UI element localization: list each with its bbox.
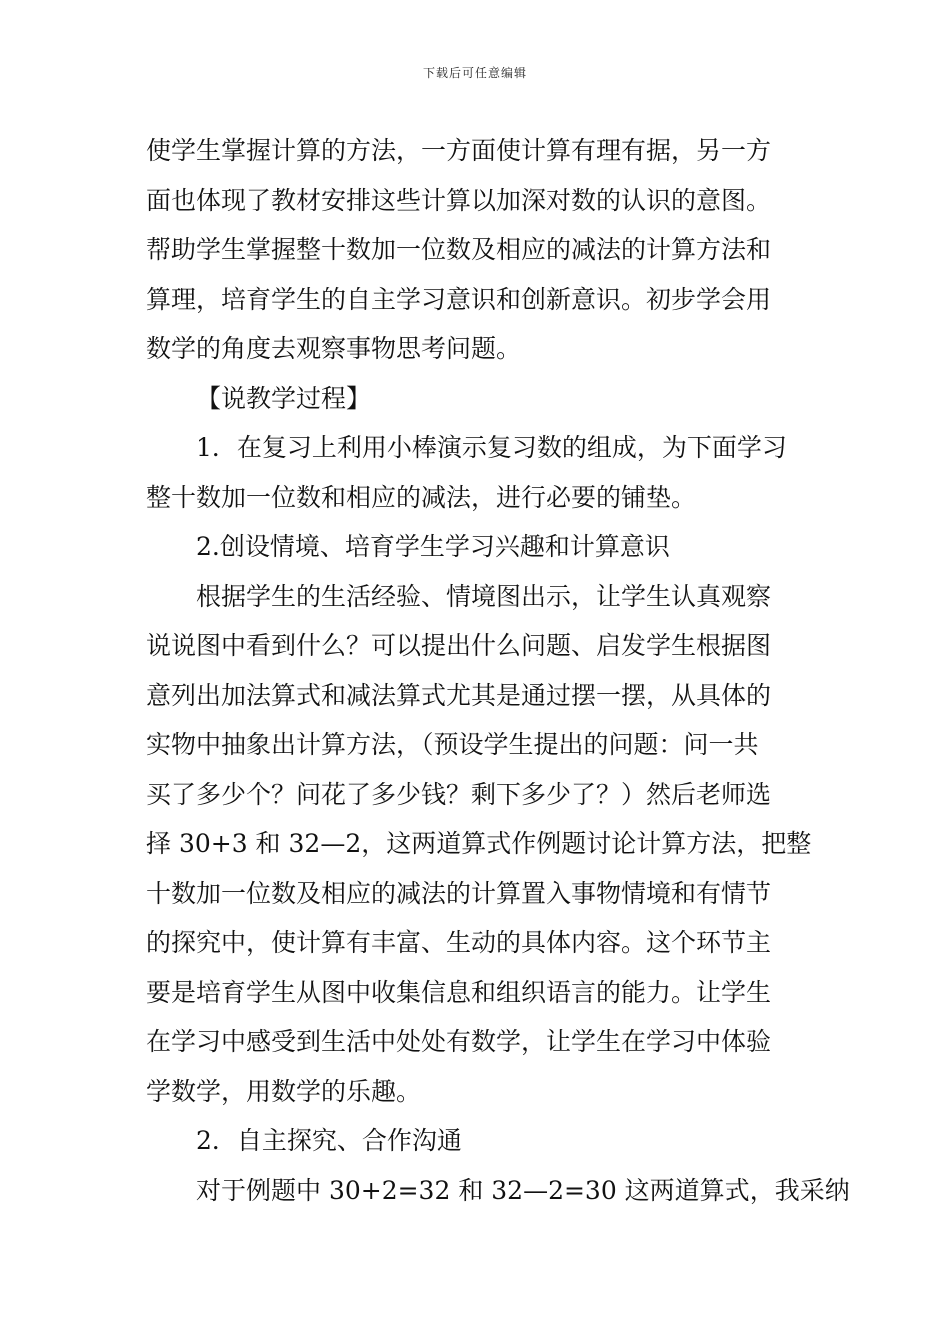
text-line: 的探究中，使计算有丰富、生动的具体内容。这个环节主 [146, 928, 772, 957]
text-line: 买了多少个？问花了多少钱？剩下多少了？）然后老师选 [146, 779, 772, 809]
text-line: 使学生掌握计算的方法，一方面使计算有理有据，另一方 [146, 136, 772, 165]
text-line: 学数学，用数学的乐趣。 [146, 1076, 422, 1106]
text-line: 帮助学生掌握整十数加一位数及相应的减法的计算方法和 [146, 235, 772, 264]
text-line: 十数加一位数及相应的减法的计算置入事物情境和有情节 [146, 878, 772, 908]
text-line: 根据学生的生活经验、情境图出示，让学生认真观察 [196, 581, 772, 611]
section-heading: 【说教学过程】 [196, 383, 372, 413]
text-line: 算理，培育学生的自主学习意识和创新意识。初步学会用 [146, 284, 772, 314]
text-line: 说说图中看到什么？可以提出什么问题、启发学生根据图 [146, 631, 772, 660]
text-line: 实物中抽象出计算方法，（预设学生提出的问题：问一共 [146, 730, 759, 759]
text-line: 要是培育学生从图中收集信息和组织语言的能力。让学生 [146, 977, 772, 1007]
page-header: 下载后可任意编辑 [422, 66, 527, 80]
text-line: 在学习中感受到生活中处处有数学，让学生在学习中体验 [146, 1027, 772, 1056]
text-line: 对于例题中 30+2=32 和 32—2=30 这两道算式，我采纳 [196, 1175, 850, 1205]
text-line: 数学的角度去观察事物思考问题。 [146, 334, 522, 363]
text-line: 整十数加一位数和相应的减法，进行必要的铺垫。 [146, 482, 697, 512]
text-line: 面也体现了教材安排这些计算以加深对数的认识的意图。 [146, 185, 772, 215]
document-body [146, 126, 850, 1215]
text-line: 2．自主探究、合作沟通 [196, 1126, 462, 1155]
text-line: 1．在复习上利用小棒演示复习数的组成，为下面学习 [196, 433, 787, 462]
text-line: 意列出加法算式和减法算式尤其是通过摆一摆，从具体的 [146, 680, 772, 710]
text-line: 2.创设情境、培育学生学习兴趣和计算意识 [196, 532, 670, 561]
text-line: 择 30+3 和 32—2，这两道算式作例题讨论计算方法，把整 [146, 829, 812, 858]
